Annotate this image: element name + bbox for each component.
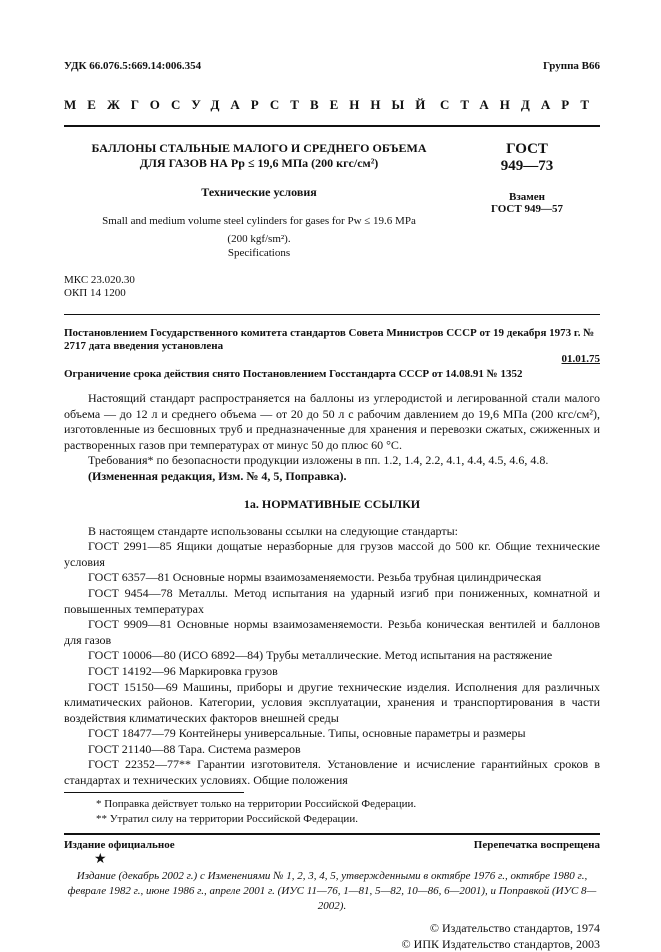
safety-requirements: Требования* по безопасности продукции изложены в пп. 1.2, 1.4, 2.2, 4.1, 4.4, 4.5, 4.6, 4.8. — [88, 453, 549, 468]
edition-note: Издание (декабрь 2002 г.) с Изменениями № 1, 2, 3, 4, 5, утвержденными в октябре 1976 г., октябре 1980 г., феврале 1982 г., июне 1986 г., апреле 2001 г. (ИУС 11—76, 1—81, 5—82, 10—86, 6—2001), и Поправкой (ИУС 8—2002). — [67, 869, 597, 912]
intro-section — [64, 391, 600, 485]
reference-item: ГОСТ 9909—81 Основные нормы взаимозаменяемости. Резьба коническая вентилей и баллонов для газов — [64, 617, 600, 647]
standard-banner — [64, 97, 600, 127]
footnote-1: * Поправка действует только на территории Российской Федерации. — [96, 797, 417, 810]
star-icon: ★ — [94, 851, 107, 867]
title-block — [64, 141, 600, 260]
gost-number: 949—73 — [500, 158, 554, 174]
limit-removed-text: Ограничение срока действия снято Постановлением Госстандарта СССР от 14.08.91 № 1352 — [64, 368, 523, 380]
reference-item: ГОСТ 9454—78 Металлы. Метод испытания на ударный изгиб при пониженных, комнатной и повышенных температурах — [64, 585, 600, 616]
reference-item: ГОСТ 21140—88 Тара. Система размеров — [88, 741, 301, 756]
copyright-1974: © Издательство стандартов, 1974 — [429, 920, 600, 935]
udk-code: УДК 66.076.5:669.14:006.354 — [64, 60, 202, 72]
title-right — [454, 141, 600, 260]
gost-label: ГОСТ — [506, 141, 548, 157]
standard-subtitle: Технические условия — [201, 185, 317, 199]
footnote-divider — [64, 792, 244, 793]
introduction-date: 01.01.75 — [561, 353, 600, 365]
reference-item: ГОСТ 15150—69 Машины, приборы и другие технические изделия. Исполнения для различных климатических районов. Категории, условия эксплуатации, хранения и транспортирования в части воздействия климатических факторов внешней среды — [64, 679, 600, 725]
english-title-line1: Small and medium volume steel cylinders for gases for Pw ≤ 19.6 MPa — [102, 215, 416, 227]
standard-type-left: МЕЖГОСУДАРСТВЕННЫЙ — [64, 97, 437, 112]
divider-top — [64, 314, 600, 315]
intro-paragraph: Настоящий стандарт распространяется на баллоны из углеродистой и легированной стали малого объема — до 12 л и среднего объема — от 20 до 50 л с рабочим давлением до 19,6 МПа (200 кгс/см²), изготовленные из бесшовных труб и предназначенные для хранения и перевозки сжатых, сжиженных и растворенных газов при температурах от минус 50 до плюс 60 °С. — [64, 391, 600, 452]
copyright-2003: © ИПК Издательство стандартов, 2003 — [401, 936, 600, 951]
reference-item: ГОСТ 6357—81 Основные нормы взаимозаменяемости. Резьба трубная цилиндрическая — [88, 570, 542, 585]
mks-code: МКС 23.020.30 — [64, 274, 135, 286]
document-page — [64, 60, 600, 952]
okp-code: ОКП 14 1200 — [64, 287, 126, 299]
reference-item: ГОСТ 10006—80 (ИСО 6892—84) Трубы металлические. Метод испытания на растяжение — [88, 648, 553, 663]
standard-type-right: СТАНДАРТ — [439, 97, 600, 112]
reference-item: ГОСТ 18477—79 Контейнеры универсальные. Типы, основные параметры и размеры — [88, 726, 526, 741]
english-title-line2: (200 kgf/sm²). — [227, 233, 291, 245]
title-left — [64, 141, 454, 260]
english-title-line3: Specifications — [227, 247, 291, 259]
section-heading: 1а. НОРМАТИВНЫЕ ССЫЛКИ — [243, 496, 421, 511]
replaces-label: Взамен — [509, 191, 545, 203]
footer-row — [64, 833, 600, 851]
reprint-prohibited: Перепечатка воспрещена — [473, 838, 600, 851]
classification-codes — [64, 274, 600, 300]
group-code: Группа В66 — [542, 60, 600, 72]
references-section — [64, 524, 600, 789]
standard-name-line1: БАЛЛОНЫ СТАЛЬНЫЕ МАЛОГО И СРЕДНЕГО ОБЪЕМА — [91, 141, 427, 155]
reference-item: ГОСТ 2991—85 Ящики дощатые неразборные для грузов массой до 500 кг. Общие технические условия — [64, 539, 600, 569]
revision-note: (Измененная редакция, Изм. № 4, 5, Поправка). — [88, 468, 347, 483]
reference-item: ГОСТ 22352—77** Гарантии изготовителя. Установление и исчисление гарантийных сроков в стандартах и технических условиях. Общие положения — [64, 757, 600, 788]
resolution-text: Постановлением Государственного комитета стандартов Совета Министров СССР от 19 декабря 1973 г. № 2717 дата введения установлена — [64, 327, 595, 352]
footnote-2: ** Утратил силу на территории Российской Федерации. — [96, 812, 358, 825]
reference-item: ГОСТ 14192—96 Маркировка грузов — [88, 663, 278, 678]
header-row — [64, 60, 600, 72]
official-edition: Издание официальное — [64, 838, 175, 851]
references-lead: В настоящем стандарте использованы ссылки на следующие стандарты: — [88, 523, 459, 538]
standard-name-line2: ДЛЯ ГАЗОВ НА Pр ≤ 19,6 МПа (200 кгс/см²) — [139, 156, 379, 170]
replaces-standard: ГОСТ 949—57 — [491, 203, 563, 215]
